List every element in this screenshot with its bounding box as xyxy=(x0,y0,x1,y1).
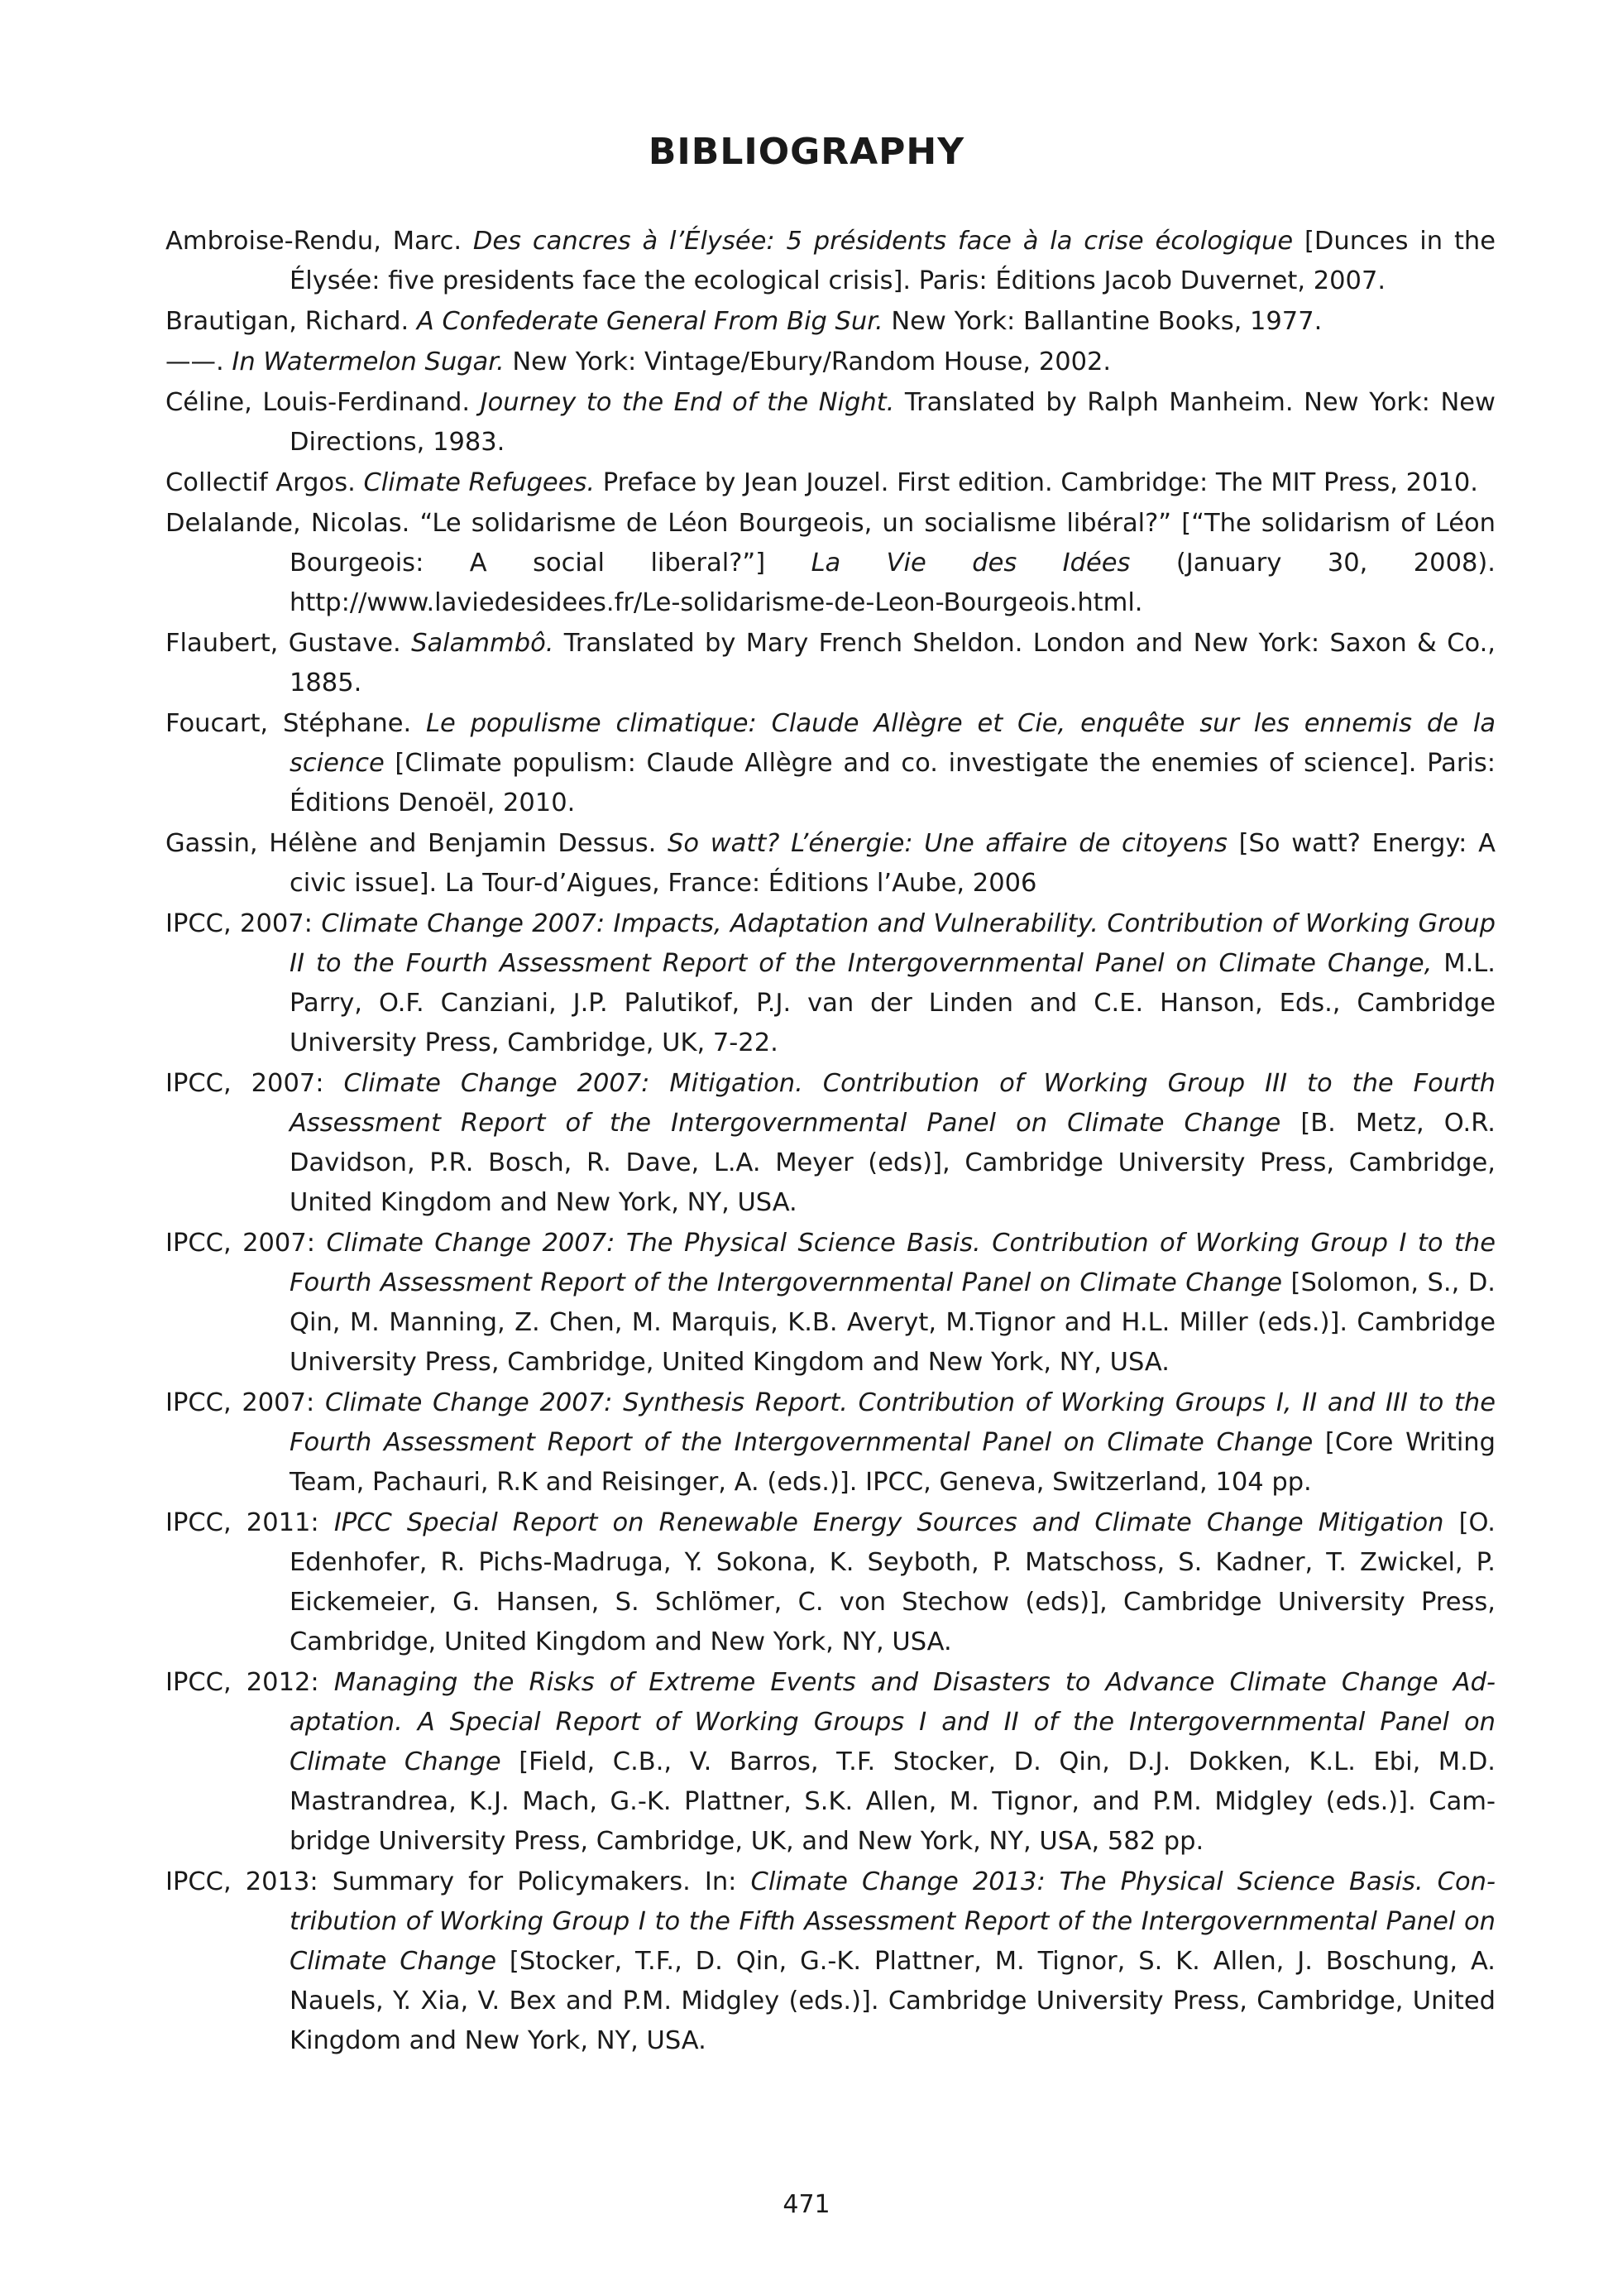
bibliography-entry xyxy=(165,1663,1496,1862)
bibliography-entry xyxy=(165,504,1496,623)
bibliography-entry xyxy=(165,904,1496,1063)
entry-title-italic: Managing the Risks of Extreme Events and Disasters to Advance Climate Change Adaptation. A Special Report of Working Groups I and II of the Intergovernmental Panel on Climate Change xyxy=(290,1668,1496,1776)
entry-title-italic: Journey to the End of the Night. xyxy=(480,388,895,417)
entry-text: Translated by Ralph Manheim. New York: New Directions, 1983. xyxy=(290,388,1496,457)
entry-title-italic: Climate Refugees. xyxy=(363,468,596,497)
entry-text: IPCC, 2007: xyxy=(165,1229,327,1258)
entry-text: Ambroise-Rendu, Marc. xyxy=(165,227,473,256)
entry-text: [B. Metz, O.R. Davidson, P.R. Bosch, R. Dave, L.A. Meyer (eds)], Cambridge University Press, Cambridge, United Kingdom and New York, NY, USA. xyxy=(290,1109,1496,1217)
entry-title-italic: A Confederate General From Big Sur. xyxy=(416,307,883,336)
entry-text: [Field, C.B., V. Barros, T.F. Stocker, D. Qin, D.J. Dokken, K.L. Ebi, M.D. Mastrandrea, K.J. Mach, G.-K. Plattner, S.K. Allen, M. Tignor, and P.M. Midgley (eds.)]. Cambridge University Press, Cambridge, UK, and New York, NY, USA, 582 pp. xyxy=(290,1747,1496,1856)
entry-title-italic: La Vie des Idées xyxy=(811,549,1131,578)
bibliography-entry xyxy=(165,343,1496,382)
entry-text: Collectif Argos. xyxy=(165,468,364,497)
entry-title-italic: Climate Change 2007: The Physical Science Basis. Contribution of Working Group I to the Fourth Assessment Report of the Intergovernmental Panel on Climate Change xyxy=(290,1229,1496,1297)
entry-text: [Dunces in the Élysée: five presidents face the ecological crisis]. Paris: Éditions Jacob Duvernet, 2007. xyxy=(290,227,1496,295)
bibliography-entry xyxy=(165,624,1496,703)
entry-text: Translated by Mary French Sheldon. London and New York: Saxon & Co., 1885. xyxy=(290,629,1496,697)
entry-title-italic: Climate Change 2007: Synthesis Report. Contribution of Working Groups I, II and III to the Fourth Assessment Report of the Intergovernmental Panel on Climate Change xyxy=(290,1388,1496,1457)
bibliography-entry xyxy=(165,1224,1496,1383)
entry-title-italic: Climate Change 2007: Mitigation. Contribution of Working Group III to the Fourth Assessment Report of the Intergovernmental Panel on Climate Change xyxy=(290,1069,1496,1138)
entry-text: Gassin, Hélène and Benjamin Dessus. xyxy=(165,829,668,858)
entry-text: ——. xyxy=(165,348,232,376)
entry-title-italic: Climate Change 2013: The Physical Science Basis. Contribution of Working Group I to the Fifth Assessment Report of the Intergovernmental Panel on Climate Change xyxy=(290,1867,1496,1976)
entry-text: Céline, Louis-Ferdinand. xyxy=(165,388,481,417)
entry-text: IPCC, 2007: xyxy=(165,1069,344,1098)
entry-title-italic: In Watermelon Sugar. xyxy=(232,348,505,376)
bibliography-entry xyxy=(165,1064,1496,1223)
entry-text: IPCC, 2012: xyxy=(165,1668,334,1697)
page-title: BIBLIOGRAPHY xyxy=(648,131,965,173)
entry-text: Foucart, Stéphane. xyxy=(165,709,427,738)
page-number: 471 xyxy=(783,2190,830,2219)
entry-title-italic: Salammbô. xyxy=(411,629,554,658)
entry-text: IPCC, 2011: xyxy=(165,1508,334,1537)
entry-title-italic: So watt? L’énergie: Une affaire de citoyens xyxy=(668,829,1228,858)
bibliography-entry xyxy=(165,1503,1496,1662)
entry-text: Delalande, Nicolas. “Le solidarisme de Léon Bourgeois, un socialisme libéral?” [“The solidarism of Léon Bourgeois: A social liberal?”] xyxy=(165,509,1496,578)
entry-text: [Core Writing Team, Pachauri, R.K and Reisinger, A. (eds.)]. IPCC, Geneva, Switzerland, 104 pp. xyxy=(290,1428,1496,1497)
entry-text: [So watt? Energy: A civic issue]. La Tour-d’Aigues, France: Éditions l’Aube, 2006 xyxy=(290,829,1496,898)
bibliography-entry xyxy=(165,1862,1496,2061)
entry-title-italic: Climate Change 2007: Impacts, Adaptation and Vulnerability. Contribution of Working Group II to the Fourth Assessment Report of the Intergovernmental Panel on Climate Change, xyxy=(290,909,1496,978)
entry-title-italic: Des cancres à l’Élysée: 5 présidents face à la crise écologique xyxy=(472,227,1294,256)
entry-text: IPCC, 2007: xyxy=(165,1388,325,1417)
bibliography-entry xyxy=(165,383,1496,463)
entry-title-italic: Le populisme climatique: Claude Allègre et Cie, enquête sur les ennemis de la science xyxy=(290,709,1496,778)
bibliography-entry xyxy=(165,463,1496,503)
entry-text: Flaubert, Gustave. xyxy=(165,629,412,658)
bibliography-entry xyxy=(165,1383,1496,1503)
entry-text: IPCC, 2007: xyxy=(165,909,322,938)
bibliography-list xyxy=(165,222,1496,2062)
entry-text: [Climate populism: Claude Allègre and co. investigate the enemies of science]. Paris: Éditions Denoël, 2010. xyxy=(290,749,1496,817)
entry-text: (January 30, 2008). http://www.laviedesidees.fr/Le-solidarisme-de-Leon-Bourgeois.html. xyxy=(290,549,1496,617)
entry-text: M.L. Parry, O.F. Canziani, J.P. Palutikof, P.J. van der Linden and C.E. Hanson, Eds., Cambridge University Press, Cambridge, UK, 7-22. xyxy=(290,949,1496,1057)
bibliography-entry xyxy=(165,704,1496,823)
entry-text: Brautigan, Richard. xyxy=(165,307,417,336)
entry-text: [Stocker, T.F., D. Qin, G.-K. Plattner, M. Tignor, S. K. Allen, J. Boschung, A. Nauels, Y. Xia, V. Bex and P.M. Midgley (eds.)]. Cambridge University Press, Cambridge, United Kingdom and New York, NY, USA. xyxy=(290,1947,1496,2055)
entry-title-italic: IPCC Special Report on Renewable Energy Sources and Climate Change Mitigation xyxy=(333,1508,1444,1537)
entry-text: [Solomon, S., D. Qin, M. Manning, Z. Chen, M. Marquis, K.B. Averyt, M.Tignor and H.L. Miller (eds.)]. Cambridge University Press, Cambridge, United Kingdom and New York, NY, USA. xyxy=(290,1268,1496,1377)
bibliography-entry xyxy=(165,222,1496,301)
entry-text: New York: Vintage/Ebury/Random House, 2002. xyxy=(504,348,1112,376)
entry-text: New York: Ballantine Books, 1977. xyxy=(883,307,1323,336)
bibliography-entry xyxy=(165,302,1496,342)
entry-text: IPCC, 2013: Summary for Policymakers. In: xyxy=(165,1867,751,1896)
entry-text: Preface by Jean Jouzel. First edition. Cambridge: The MIT Press, 2010. xyxy=(595,468,1478,497)
entry-text: [O. Edenhofer, R. Pichs-Madruga, Y. Sokona, K. Seyboth, P. Matschoss, S. Kadner, T. Zwickel, P. Eickemeier, G. Hansen, S. Schlömer, C. von Stechow (eds)], Cambridge University Press, Cambridge, United Kingdom and New York, NY, USA. xyxy=(290,1508,1496,1656)
bibliography-entry xyxy=(165,824,1496,904)
